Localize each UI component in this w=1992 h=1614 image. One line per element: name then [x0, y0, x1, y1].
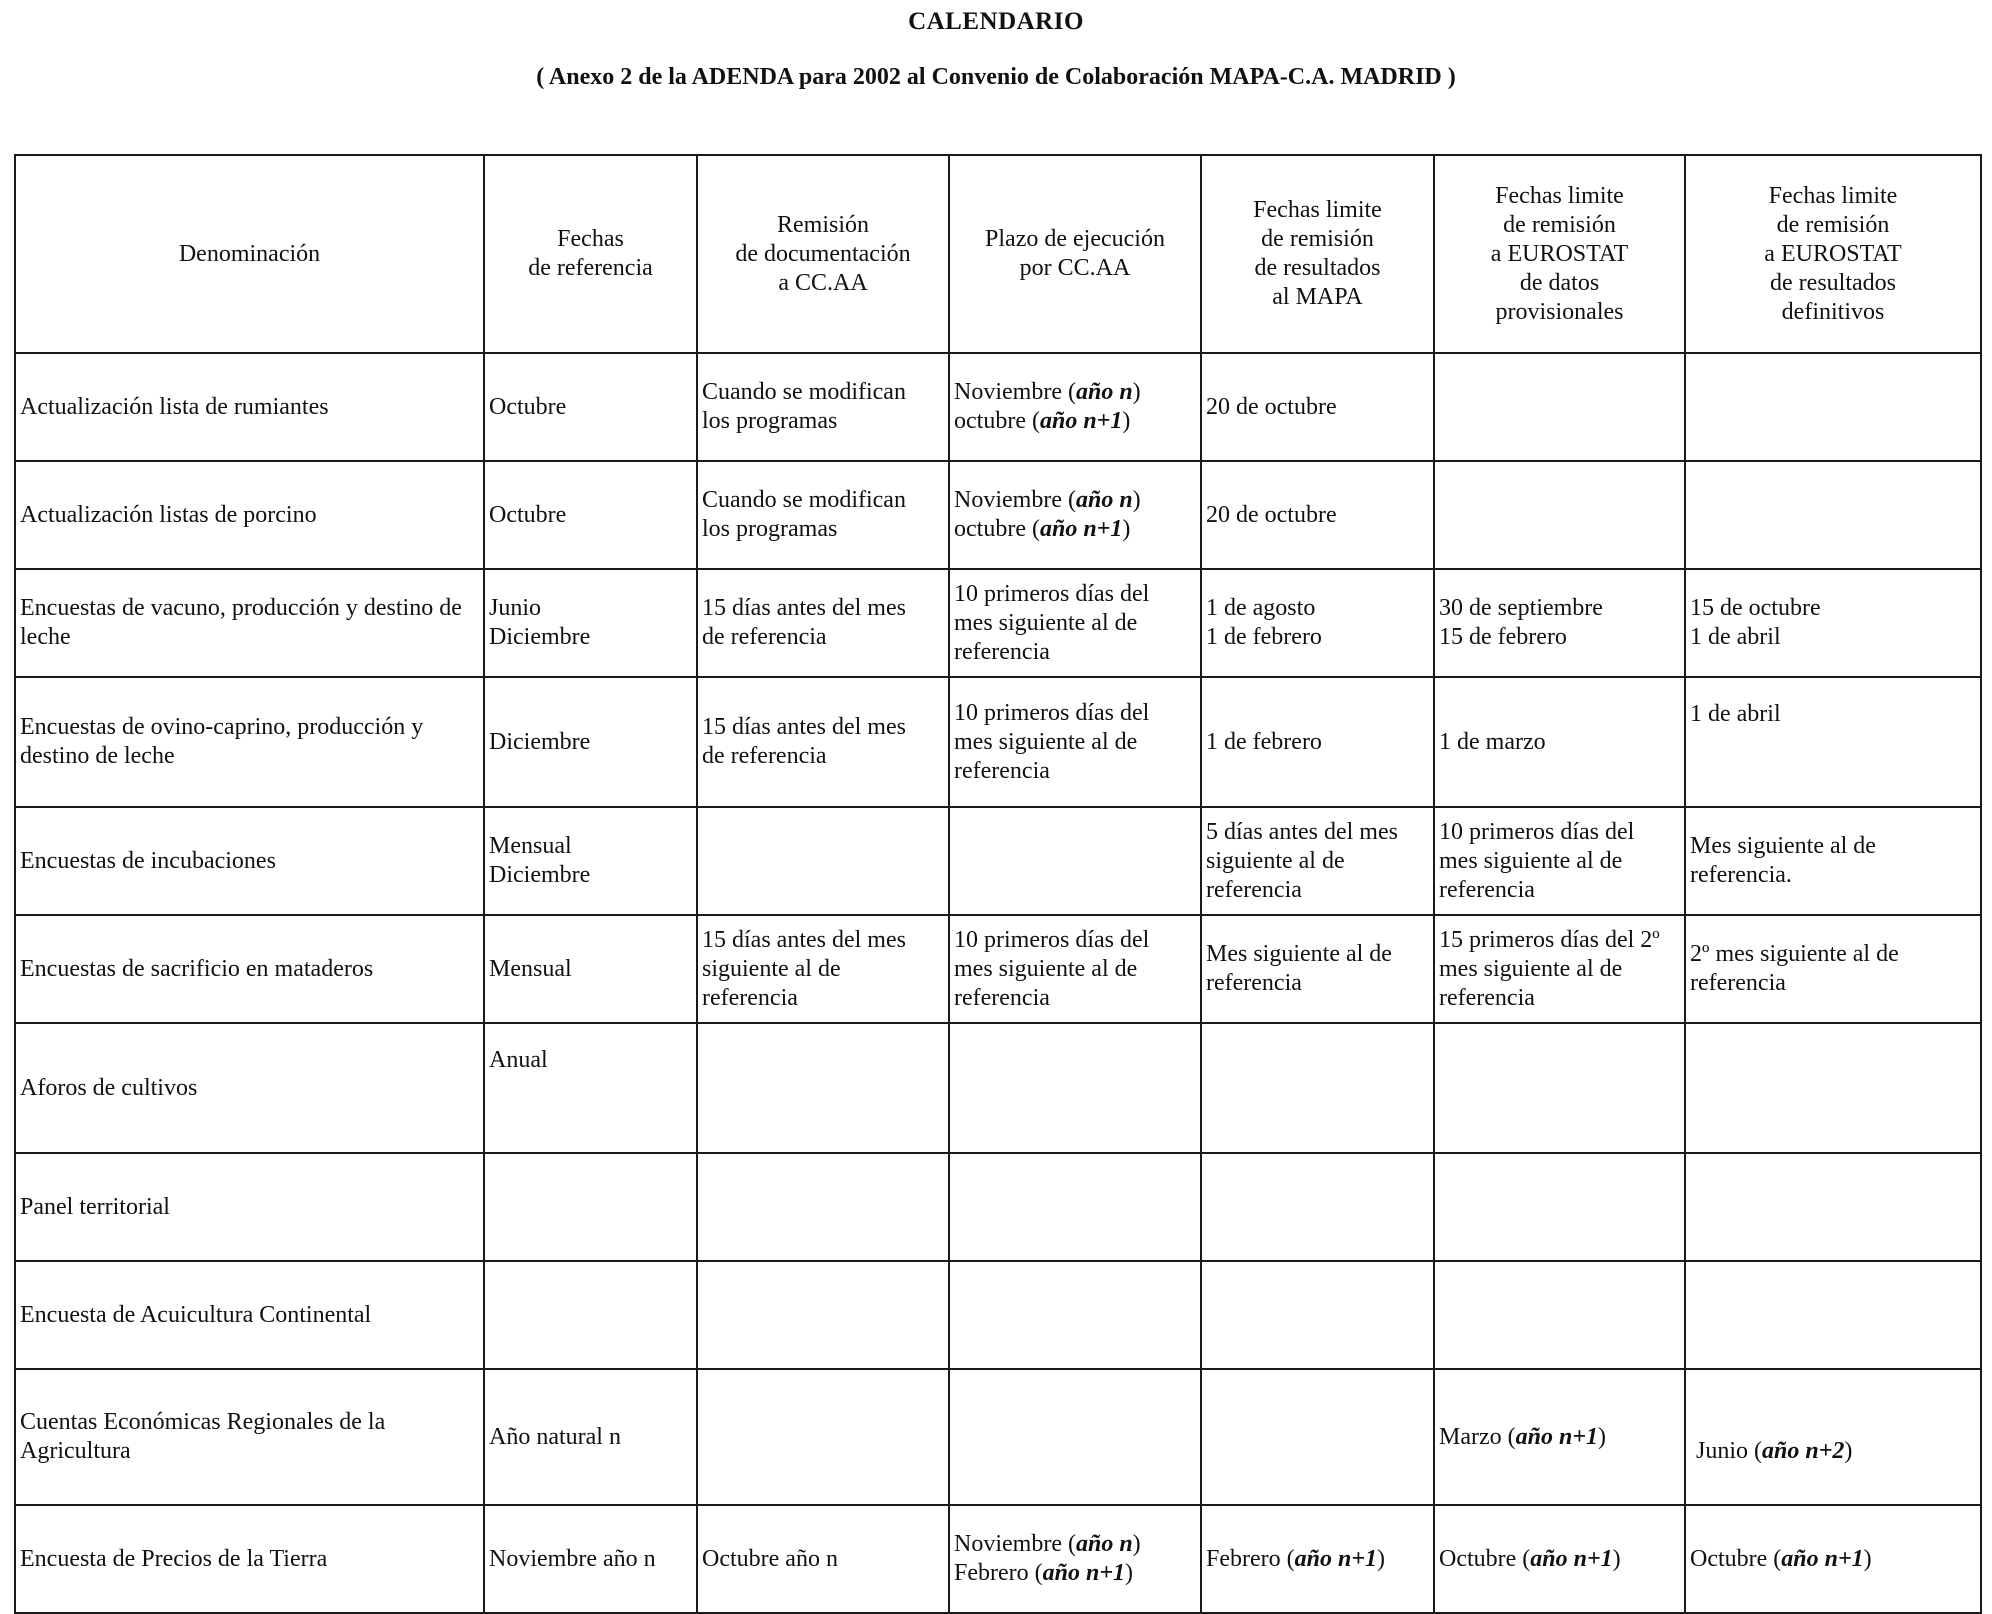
header-remision-documentacion: Remisión de documentación a CC.AA [697, 155, 949, 353]
cell-eurostat-definitivos [1685, 1261, 1981, 1369]
cell-eurostat-definitivos: 1 de abril [1685, 677, 1981, 807]
cell-eurostat-provisionales: Marzo (año n+1) [1434, 1369, 1685, 1505]
cell-fechas-referencia: Octubre [484, 461, 697, 569]
cell-remision-documentacion [697, 1153, 949, 1261]
cell-eurostat-definitivos: Octubre (año n+1) [1685, 1505, 1981, 1613]
cell-fechas-referencia: Anual [484, 1023, 697, 1153]
cell-fechas-referencia [484, 1153, 697, 1261]
cell-denominacion: Encuesta de Acuicultura Continental [15, 1261, 484, 1369]
cell-eurostat-provisionales: 10 primeros días del mes siguiente al de referencia [1434, 807, 1685, 915]
cell-fechas-referencia: Junio Diciembre [484, 569, 697, 677]
cell-fechas-limite-mapa: Mes siguiente al de referencia [1201, 915, 1434, 1023]
cell-denominacion: Encuestas de ovino-caprino, producción y destino de leche [15, 677, 484, 807]
cell-eurostat-provisionales [1434, 1261, 1685, 1369]
table-row [15, 353, 1981, 461]
cell-denominacion: Actualización listas de porcino [15, 461, 484, 569]
table-row [15, 1023, 1981, 1153]
cell-remision-documentacion [697, 1023, 949, 1153]
table-row [15, 1153, 1981, 1261]
cell-eurostat-provisionales [1434, 1023, 1685, 1153]
cell-eurostat-provisionales: Octubre (año n+1) [1434, 1505, 1685, 1613]
cell-plazo-ejecucion: 10 primeros días del mes siguiente al de referencia [949, 677, 1201, 807]
cell-plazo-ejecucion [949, 1023, 1201, 1153]
cell-plazo-ejecucion: Noviembre (año n) octubre (año n+1) [949, 461, 1201, 569]
header-denominacion: Denominación [15, 155, 484, 353]
cell-denominacion: Actualización lista de rumiantes [15, 353, 484, 461]
cell-plazo-ejecucion [949, 1369, 1201, 1505]
cell-denominacion: Encuestas de incubaciones [15, 807, 484, 915]
cell-denominacion: Encuestas de vacuno, producción y destino de leche [15, 569, 484, 677]
page-subtitle: ( Anexo 2 de la ADENDA para 2002 al Convenio de Colaboración MAPA-C.A. MADRID ) [536, 64, 1456, 90]
cell-remision-documentacion [697, 1261, 949, 1369]
cell-fechas-limite-mapa: 1 de febrero [1201, 677, 1434, 807]
header-fechas-referencia: Fechas de referencia [484, 155, 697, 353]
table-row [15, 1261, 1981, 1369]
table-row [15, 807, 1981, 915]
cell-fechas-limite-mapa: 5 días antes del mes siguiente al de referencia [1201, 807, 1434, 915]
table-row [15, 461, 1981, 569]
cell-fechas-referencia: Noviembre año n [484, 1505, 697, 1613]
cell-eurostat-definitivos: Junio (año n+2) [1685, 1369, 1981, 1505]
cell-eurostat-provisionales: 30 de septiembre 15 de febrero [1434, 569, 1685, 677]
cell-fechas-limite-mapa [1201, 1369, 1434, 1505]
cell-fechas-referencia: Mensual [484, 915, 697, 1023]
table-row [15, 915, 1981, 1023]
cell-denominacion: Aforos de cultivos [15, 1023, 484, 1153]
table-row [15, 677, 1981, 807]
page-title: CALENDARIO [908, 8, 1084, 35]
cell-fechas-limite-mapa: 1 de agosto 1 de febrero [1201, 569, 1434, 677]
cell-denominacion: Encuestas de sacrificio en mataderos [15, 915, 484, 1023]
cell-eurostat-definitivos [1685, 1153, 1981, 1261]
cell-plazo-ejecucion: Noviembre (año n) Febrero (año n+1) [949, 1505, 1201, 1613]
cell-fechas-referencia: Octubre [484, 353, 697, 461]
cell-remision-documentacion: Cuando se modifican los programas [697, 461, 949, 569]
header-fechas-limite-eurostat-provisionales: Fechas limite de remisión a EUROSTAT de datos provisionales [1434, 155, 1685, 353]
cell-denominacion: Encuesta de Precios de la Tierra [15, 1505, 484, 1613]
cell-remision-documentacion: Cuando se modifican los programas [697, 353, 949, 461]
cell-fechas-limite-mapa [1201, 1023, 1434, 1153]
calendar-table [14, 154, 1982, 1614]
header-fechas-limite-mapa: Fechas limite de remisión de resultados al MAPA [1201, 155, 1434, 353]
cell-eurostat-provisionales: 1 de marzo [1434, 677, 1685, 807]
cell-fechas-limite-mapa: 20 de octubre [1201, 353, 1434, 461]
cell-eurostat-provisionales [1434, 461, 1685, 569]
cell-fechas-limite-mapa [1201, 1261, 1434, 1369]
cell-eurostat-provisionales: 15 primeros días del 2º mes siguiente al de referencia [1434, 915, 1685, 1023]
cell-eurostat-definitivos: Mes siguiente al de referencia. [1685, 807, 1981, 915]
cell-eurostat-definitivos: 2º mes siguiente al de referencia [1685, 915, 1981, 1023]
cell-remision-documentacion: Octubre año n [697, 1505, 949, 1613]
cell-denominacion: Panel territorial [15, 1153, 484, 1261]
table-row [15, 569, 1981, 677]
cell-fechas-referencia: Año natural n [484, 1369, 697, 1505]
table-row [15, 1369, 1981, 1505]
cell-plazo-ejecucion: 10 primeros días del mes siguiente al de referencia [949, 915, 1201, 1023]
cell-fechas-limite-mapa: Febrero (año n+1) [1201, 1505, 1434, 1613]
cell-remision-documentacion: 15 días antes del mes de referencia [697, 677, 949, 807]
cell-remision-documentacion: 15 días antes del mes siguiente al de referencia [697, 915, 949, 1023]
header-plazo-ejecucion: Plazo de ejecución por CC.AA [949, 155, 1201, 353]
header-fechas-limite-eurostat-definitivos: Fechas limite de remisión a EUROSTAT de resultados definitivos [1685, 155, 1981, 353]
cell-eurostat-provisionales [1434, 353, 1685, 461]
cell-plazo-ejecucion [949, 807, 1201, 915]
table-row [15, 1505, 1981, 1613]
cell-fechas-referencia: Diciembre [484, 677, 697, 807]
cell-remision-documentacion [697, 807, 949, 915]
cell-remision-documentacion: 15 días antes del mes de referencia [697, 569, 949, 677]
cell-eurostat-provisionales [1434, 1153, 1685, 1261]
cell-eurostat-definitivos [1685, 461, 1981, 569]
cell-eurostat-definitivos [1685, 353, 1981, 461]
cell-fechas-referencia: Mensual Diciembre [484, 807, 697, 915]
cell-fechas-limite-mapa: 20 de octubre [1201, 461, 1434, 569]
cell-plazo-ejecucion: 10 primeros días del mes siguiente al de referencia [949, 569, 1201, 677]
header-row [15, 155, 1981, 353]
cell-fechas-limite-mapa [1201, 1153, 1434, 1261]
cell-plazo-ejecucion: Noviembre (año n) octubre (año n+1) [949, 353, 1201, 461]
cell-remision-documentacion [697, 1369, 949, 1505]
cell-denominacion: Cuentas Económicas Regionales de la Agricultura [15, 1369, 484, 1505]
cell-eurostat-definitivos [1685, 1023, 1981, 1153]
cell-plazo-ejecucion [949, 1261, 1201, 1369]
cell-fechas-referencia [484, 1261, 697, 1369]
cell-eurostat-definitivos: 15 de octubre 1 de abril [1685, 569, 1981, 677]
cell-plazo-ejecucion [949, 1153, 1201, 1261]
